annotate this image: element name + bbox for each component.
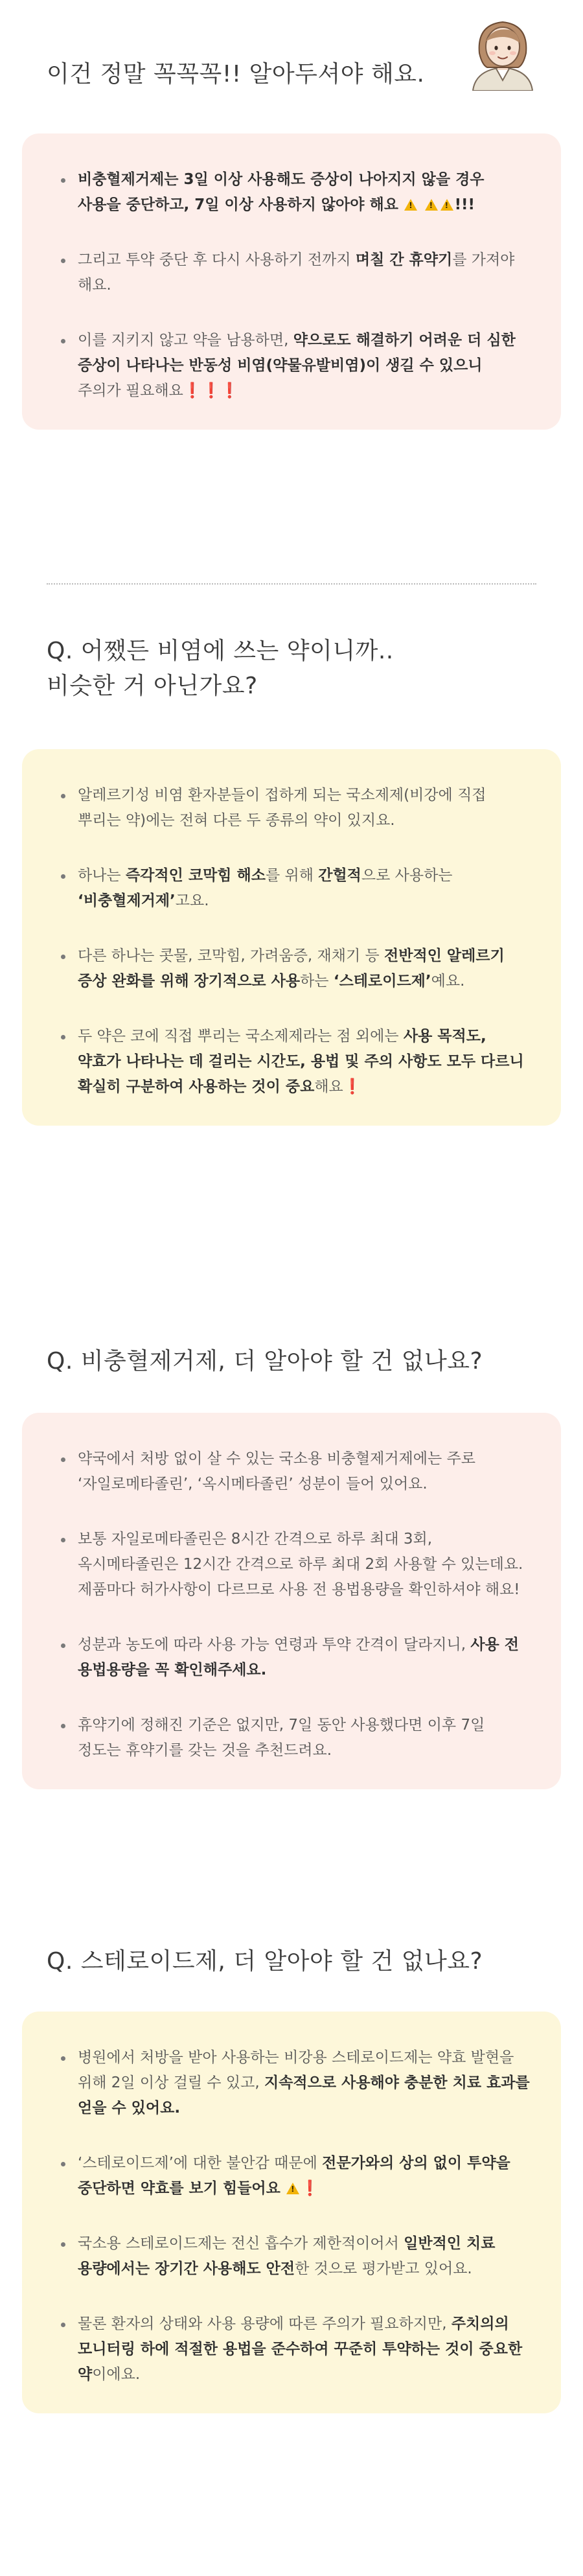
red-exclamation-icon: ❗ xyxy=(301,2180,319,2197)
q2-card xyxy=(22,1413,561,1789)
list-item: 성분과 농도에 따라 사용 가능 연령과 투약 간격이 달라지니, 사용 전 용법용량을 꼭 확인해주세요. xyxy=(60,1632,530,1683)
section-divider xyxy=(47,583,536,585)
q3-card xyxy=(22,2012,561,2413)
list-item: 두 약은 코에 직접 뿌리는 국소제제라는 점 외에는 사용 목적도, 약효가 나타나는 데 걸리는 시간도, 용법 및 주의 사항도 모두 다르니 확실히 구분하여 사용하는 것이 중요해요❗ xyxy=(60,1024,530,1100)
section-heading-q2: Q. 비충혈제거제, 더 알아야 할 건 없나요? xyxy=(47,1348,483,1375)
warning-card xyxy=(22,133,561,430)
q1-card xyxy=(22,749,561,1126)
intro-heading: 이건 정말 꼭꼭꼭!! 알아두셔야 해요. xyxy=(47,61,425,87)
list-item: 하나는 즉각적인 코막힘 해소를 위해 간헐적으로 사용하는 ‘비충혈제거제’고요. xyxy=(60,863,530,914)
warning-icon xyxy=(425,199,438,211)
list-item: 알레르기성 비염 환자분들이 접하게 되는 국소제제(비강에 직접 뿌리는 약)에는 전혀 다른 두 종류의 약이 있지요. xyxy=(60,783,530,833)
red-exclamation-icon: ❗❗❗ xyxy=(183,382,239,399)
red-exclamation-icon: ❗ xyxy=(343,1078,362,1095)
list-item: 다른 하나는 콧물, 코막힘, 가려움증, 재채기 등 전반적인 알레르기 증상 완화를 위해 장기적으로 사용하는 ‘스테로이드제’예요. xyxy=(60,944,530,994)
list-item: 비충혈제거제는 3일 이상 사용해도 증상이 나아지지 않을 경우 사용을 중단하고, 7일 이상 사용하지 않아야 해요 ! !! !!! xyxy=(60,167,530,218)
list-item: 물론 환자의 상태와 사용 용량에 따른 주의가 필요하지만, 주치의의 모니터링 하에 적절한 용법을 준수하여 꾸준히 투약하는 것이 중요한 약이에요. xyxy=(60,2312,530,2387)
warning-icon xyxy=(286,2183,299,2194)
list-item: 그리고 투약 중단 후 다시 사용하기 전까지 며칠 간 휴약기를 가져야 해요. xyxy=(60,248,530,298)
list-item: 이를 지키지 않고 약을 남용하면, 약으로도 해결하기 어려운 더 심한 증상이 나타나는 반동성 비염(약물유발비염)이 생길 수 있으니 주의가 필요해요❗❗❗ xyxy=(60,328,530,404)
pharmacist-avatar xyxy=(464,13,542,91)
list-item: ‘스테로이드제’에 대한 불안감 때문에 전문가와의 상의 없이 투약을 중단하면 약효를 보기 힘들어요 ! ❗ xyxy=(60,2151,530,2201)
warning-icon xyxy=(404,199,417,211)
list-item: 병원에서 처방을 받아 사용하는 비강용 스테로이드제는 약효 발현을 위해 2일 이상 걸릴 수 있고, 지속적으로 사용해야 충분한 치료 효과를 얻을 수 있어요. xyxy=(60,2045,530,2121)
list-item: 국소용 스테로이드제는 전신 흡수가 제한적이어서 일반적인 치료 용량에서는 장기간 사용해도 안전한 것으로 평가받고 있어요. xyxy=(60,2231,530,2282)
list-item: 약국에서 처방 없이 살 수 있는 국소용 비충혈제거제에는 주로 ‘자일로메타졸린’, ‘옥시메타졸린’ 성분이 들어 있어요. xyxy=(60,1446,530,1497)
list-item: 휴약기에 정해진 기준은 없지만, 7일 동안 사용했다면 이후 7일 정도는 휴약기를 갖는 것을 추천드려요. xyxy=(60,1713,530,1763)
section-heading-q1: Q. 어쨌든 비염에 쓰는 약이니까.. 비슷한 거 아닌가요? xyxy=(47,638,394,699)
section-heading-q3: Q. 스테로이드제, 더 알아야 할 건 없나요? xyxy=(47,1948,483,1975)
list-item: 보통 자일로메타졸린은 8시간 간격으로 하루 최대 3회, 옥시메타졸린은 12시간 간격으로 하루 최대 2회 사용할 수 있는데요. 제품마다 허가사항이 다르므로 사용 전 용법용량을 확인하셔야 해요! xyxy=(60,1527,530,1603)
warning-icon xyxy=(440,199,453,211)
